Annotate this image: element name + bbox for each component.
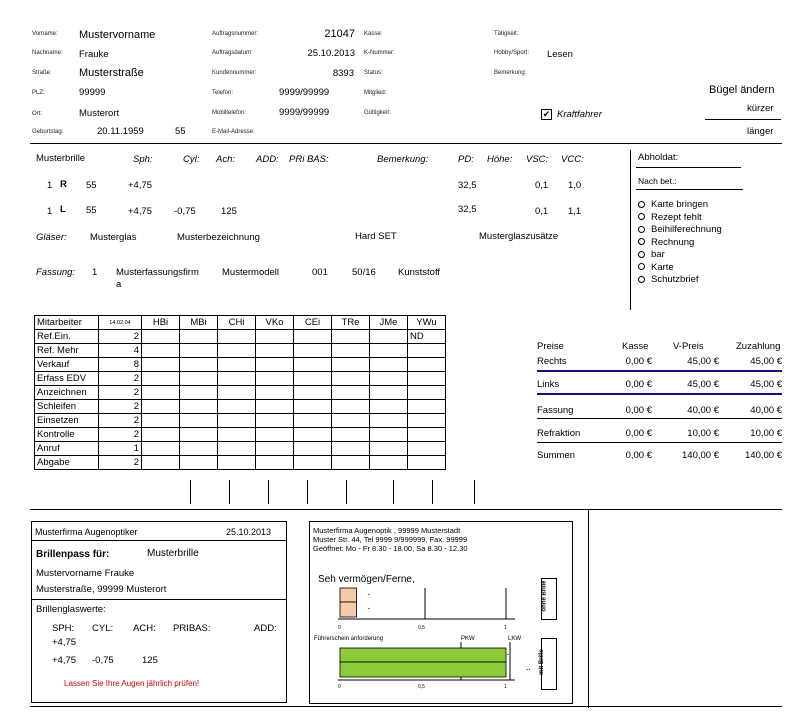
l-vsc[interactable]: 0,1 [535,206,549,217]
price-vpreis[interactable]: 10,00 € [687,428,719,439]
seh-dot-2: · [368,606,371,613]
option-rechnung[interactable]: Rechnung [638,237,722,250]
staff-cell[interactable] [408,400,446,414]
staff-cell[interactable] [180,344,218,358]
bemerkung-label: Bemerkung: [494,70,527,76]
price-kasse[interactable]: 0,00 € [625,405,652,416]
staff-header-row [35,316,446,330]
staff-cell[interactable] [218,428,256,442]
staff-cell[interactable] [142,442,180,456]
kraftfahrer-checkbox[interactable]: ✔ [542,109,551,119]
glaeser-label: Gläser: [36,232,67,243]
fassung-firma-2[interactable]: a [116,279,122,290]
option-karte[interactable]: Karte [638,262,722,275]
glas-value[interactable]: Musterglas [90,232,137,243]
strasse-value[interactable]: Musterstraße [79,67,144,79]
staff-cell[interactable] [370,428,408,442]
staff-row [35,344,446,358]
kuerzer-label[interactable]: kürzer [747,103,774,114]
r-sph[interactable]: +4,75 [128,180,153,191]
hobby-value[interactable]: Lesen [547,49,573,60]
ort-label: Ort: [32,111,42,117]
abholung-divider [630,150,631,310]
plz-value[interactable]: 99999 [79,87,106,98]
staff-cell[interactable] [256,358,294,372]
option-rezept-fehlt[interactable]: Rezept fehlt [638,212,722,225]
laenger-label[interactable]: länger [747,126,774,137]
staff-cell[interactable] [256,414,294,428]
vorname-label: Vorname: [32,31,58,37]
staff-cell[interactable] [180,442,218,456]
fassung-groesse[interactable]: 50/16 [352,267,376,278]
staff-cell[interactable] [294,344,332,358]
pass-ach-header: ACH: [133,623,156,634]
staff-cell[interactable] [294,400,332,414]
staff-col-chi: CHi [218,316,256,330]
vsc-header: VSC: [526,154,549,165]
staff-cell[interactable] [294,414,332,428]
nachname-value[interactable]: Frauke [79,49,109,60]
staff-cell[interactable] [218,344,256,358]
l-sph[interactable]: +4,75 [128,206,153,217]
cyl-header: Cyl: [183,154,200,165]
fuehr-tick-1: 1 [504,684,507,690]
geburtstag-label: Geburtstag: [32,129,64,135]
pass-pribas-header: PRIBAS: [173,623,211,634]
knummer-label: K-Nummer: [364,50,395,56]
staff-row-value[interactable]: 1 [99,442,142,456]
seh-tick-0: 0 [338,625,341,631]
staff-cell[interactable] [408,344,446,358]
staff-row-value[interactable]: 4 [99,344,142,358]
ach-header: Ach: [216,154,236,165]
staff-cell[interactable] [370,386,408,400]
option-schutzbrief[interactable]: Schutzbrief [638,274,722,287]
staff-row-label: Anzeichnen [35,386,99,400]
staff-cell[interactable] [332,428,370,442]
vcc-header: VCC: [561,154,584,165]
price-label-summen: Summen [537,450,576,461]
seh-title: Seh vermögen/Ferne, [318,574,415,585]
pass-l-sph: +4,75 [52,655,77,666]
staff-cell[interactable] [332,344,370,358]
glasbez-value[interactable]: Musterbezeichnung [177,232,260,243]
staff-row-value[interactable]: 2 [99,414,142,428]
l-pd[interactable]: 32,5 [458,204,477,215]
r-vcc[interactable]: 1,0 [568,180,582,191]
staff-cell[interactable] [294,442,332,456]
price-zuzahlung[interactable]: 45,00 € [750,356,782,367]
staff-cell[interactable] [256,428,294,442]
radio-icon[interactable] [638,276,645,283]
fuehr-tick-0: 0 [338,684,341,690]
staff-col-ywu: YWu [408,316,446,330]
price-zuzahlung[interactable]: 45,00 € [750,379,782,390]
ohne-brille-label: ohne Brille [541,580,548,612]
l-cyl[interactable]: -0,75 [174,206,196,217]
geburtstag-value[interactable]: 20.11.1959 [97,126,144,137]
l-val[interactable]: 55 [86,205,97,216]
staff-row-value[interactable]: 2 [99,428,142,442]
lkw-label: LKW [508,636,522,642]
staff-cell[interactable] [408,358,446,372]
staff-cell[interactable] [370,414,408,428]
zusatz-value[interactable]: Musterglaszusätze [479,231,559,242]
option-bar[interactable]: bar [638,249,722,262]
staff-row-value[interactable]: 2 [99,456,142,470]
staff-cell[interactable] [218,358,256,372]
mit-brille-bar-2 [340,662,506,677]
fuehr-title: Führerschein anforderung [314,636,384,642]
staff-cell[interactable] [218,414,256,428]
pass-sph-header: SPH: [52,623,75,634]
auftragsdatum-value[interactable]: 25.10.2013 [307,48,355,59]
seh-tick-1: 1 [504,625,507,631]
kraftfahrer-label: Kraftfahrer [557,109,602,120]
staff-cell[interactable] [218,400,256,414]
price-label-links: Links [537,379,560,390]
staff-cell[interactable] [180,330,218,344]
r-vsc[interactable]: 0,1 [535,180,549,191]
r-side: R [60,179,67,190]
kasse-header: Kasse [622,341,649,352]
staff-cell[interactable] [294,358,332,372]
staff-cell[interactable] [294,428,332,442]
staff-cell[interactable] [142,456,180,470]
kundennummer-label: Kundennummer: [212,70,257,76]
price-zuzahlung[interactable]: 10,00 € [750,428,782,439]
sph-header: Sph: [133,154,153,165]
top-divider [30,143,782,144]
staff-cell[interactable] [370,344,408,358]
radio-icon[interactable] [638,251,645,258]
staff-col-mbi: MBi [180,316,218,330]
vorname-value[interactable]: Mustervorname [79,29,156,41]
staff-cell[interactable] [332,372,370,386]
auftragsnummer-label: Auftragsnummer: [212,31,259,37]
staff-cell[interactable] [180,428,218,442]
mobil-value[interactable]: 9999/99999 [279,107,330,118]
ohne-brille-tag [541,578,557,620]
staff-cell[interactable] [256,456,294,470]
price-vpreis[interactable]: 45,00 € [687,379,719,390]
visus-chart [330,580,530,690]
price-zuzahlung[interactable]: 40,00 € [750,405,782,416]
staff-cell[interactable] [294,456,332,470]
staff-cell[interactable] [332,414,370,428]
staff-nd-cell[interactable]: ND [408,330,446,344]
staff-row-value[interactable]: 8 [99,358,142,372]
staff-cell[interactable] [180,400,218,414]
staff-cell[interactable] [294,386,332,400]
staff-cell[interactable] [256,386,294,400]
card-line-2: Muster Str. 44, Tel 9999 9/999999, Fax. 99999 [313,535,468,544]
staff-cell[interactable] [218,372,256,386]
seh-dot-1: · [368,592,371,599]
hard-value[interactable]: Hard SET [355,231,397,242]
card-line-3: Geöffnet: Mo - Fr 8.30 - 18.00, Sa 8.30 - 12.30 [313,544,468,553]
staff-col-vko: VKo [256,316,294,330]
staff-cell[interactable] [142,400,180,414]
hobby-label: Hobby/Sport: [494,50,530,56]
staff-cell[interactable] [332,386,370,400]
price-label-fassung: Fassung [537,405,574,416]
staff-cell[interactable] [256,344,294,358]
staff-row-label: Ref. Mehr [35,344,99,358]
bemerkung-header: Bemerkung: [377,154,429,165]
staff-cell[interactable] [180,414,218,428]
fassung-nr: 1 [92,267,98,278]
staff-row-label: Abgabe [35,456,99,470]
pass-add-header: ADD: [254,623,277,634]
pass-cyl-header: CYL: [92,623,114,634]
gueltigkeit-label: Gültigkeit: [364,110,391,116]
staff-row [35,372,446,386]
price-kasse: 0,00 € [625,450,652,461]
staff-cell[interactable] [332,442,370,456]
auftragsnummer-value[interactable]: 21047 [324,28,355,40]
fuehr-tick-half: 0,5 [418,684,425,690]
staff-cell[interactable] [332,330,370,344]
staff-row-label: Einsetzen [35,414,99,428]
staff-table [34,315,446,470]
staff-cell[interactable] [142,358,180,372]
radio-icon[interactable] [638,238,645,245]
bottom-vertical-divider [588,510,589,708]
abholdat-label: Abholdat: [638,152,679,163]
alter-value: 55 [175,126,186,137]
fassung-firma-1[interactable]: Musterfassungsfirm [116,267,199,278]
pass-l-cyl: -0,75 [92,655,114,666]
staff-cell[interactable] [370,358,408,372]
staff-cell[interactable] [142,372,180,386]
buegel-label: Bügel ändern [709,84,775,96]
staff-cell[interactable] [180,372,218,386]
staff-header-label: Mitarbeiter [35,316,99,330]
seh-tick-half: 0,5 [418,625,425,631]
pass-warning: Lassen Sie Ihre Augen jährlich prüfen! [64,679,200,688]
l-ach[interactable]: 125 [221,206,237,217]
mitglied-label: Mitglied: [364,90,387,96]
radio-icon[interactable] [638,201,645,208]
staff-cell[interactable] [294,372,332,386]
price-zuzahlung: 140,00 € [745,450,782,461]
staff-row [35,386,446,400]
staff-cell[interactable] [218,456,256,470]
brille-name: Musterbrille [36,153,86,164]
staff-cell[interactable] [218,386,256,400]
price-label-refraktion: Refraktion [537,428,581,439]
staff-col-cei: CEi [294,316,332,330]
option-karte-bringen[interactable]: Karte bringen [638,199,722,212]
nachname-label: Nachname: [32,50,63,56]
staff-header-date: 14.02.04 [99,316,142,330]
option-beihilferechnung[interactable]: Beihilferechnung [638,224,722,237]
price-vpreis[interactable]: 45,00 € [687,356,719,367]
staff-row [35,414,446,428]
staff-cell[interactable] [408,428,446,442]
fassung-material[interactable]: Kunststoff [398,267,441,278]
pass-datum: 25.10.2013 [226,527,272,537]
vpreis-header: V-Preis [673,341,704,352]
staff-cell[interactable] [408,414,446,428]
pass-title: Brillenpass für: [36,549,110,560]
card-line-1: Musterfirma Augenoptik , 99999 Musterstadt [313,526,461,535]
staff-row-label: Ref.Ein. [35,330,99,344]
telefon-label: Telefon: [212,90,234,96]
pass-brille: Musterbrille [147,548,199,559]
strasse-label: Straße: [32,70,52,76]
pass-l-ach: 125 [142,655,158,666]
mit-dot-2: ·· [526,667,531,674]
kasse-label: Kasse: [364,31,383,37]
r-pd[interactable]: 32,5 [458,180,477,191]
preise-header: Preise [537,341,564,352]
status-label: Status: [364,70,383,76]
pass-r-sph: +4,75 [52,637,77,648]
radio-icon[interactable] [638,226,645,233]
staff-cell[interactable] [408,372,446,386]
mobil-label: Mobiltelefon: [212,110,247,116]
price-vpreis[interactable]: 40,00 € [687,405,719,416]
ohne-brille-bar-1 [340,588,357,602]
staff-cell[interactable] [294,330,332,344]
staff-cell[interactable] [256,442,294,456]
r-val[interactable]: 55 [86,180,97,191]
staff-row-label: Erfass EDV [35,372,99,386]
staff-cell[interactable] [370,456,408,470]
ort-value[interactable]: Musterort [79,108,120,119]
telefon-value[interactable]: 9999/99999 [279,87,330,98]
staff-cell[interactable] [142,414,180,428]
staff-cell[interactable] [218,442,256,456]
r-nr: 1 [47,180,53,191]
l-nr: 1 [47,206,53,217]
staff-cell[interactable] [142,344,180,358]
price-vpreis: 140,00 € [682,450,719,461]
staff-row [35,456,446,470]
staff-row [35,442,446,456]
pribas-header: PRi BAS: [289,154,329,165]
staff-cell[interactable] [256,372,294,386]
staff-cell[interactable] [256,400,294,414]
price-kasse[interactable]: 0,00 € [625,428,652,439]
staff-row-value[interactable]: 2 [99,400,142,414]
staff-row [35,428,446,442]
bottom-divider [30,509,782,510]
taetigkeit-label: Tätigkeit: [494,31,519,37]
hoehe-header: Höhe: [487,154,513,165]
zuzahlung-header: Zuzahlung [736,341,781,352]
staff-cell[interactable] [142,386,180,400]
ohne-brille-bar-2 [340,602,357,617]
staff-row-label: Anruf [35,442,99,456]
pkw-label: PKW [461,636,475,642]
staff-cell[interactable] [370,400,408,414]
price-kasse[interactable]: 0,00 € [625,356,652,367]
staff-cell[interactable] [142,330,180,344]
radio-icon[interactable] [638,263,645,270]
staff-row-label: Schleifen [35,400,99,414]
fassung-modell[interactable]: Mustermodell [222,267,280,278]
l-vcc[interactable]: 1,1 [568,206,582,217]
price-label-rechts: Rechts [537,356,567,367]
staff-cell[interactable] [332,358,370,372]
staff-row-value[interactable]: 2 [99,386,142,400]
staff-col-hbi: HBi [142,316,180,330]
staff-row [35,400,446,414]
pass-firma: Musterfirma Augenoptiker [35,527,138,537]
staff-cell[interactable] [142,428,180,442]
pass-adresse: Musterstraße, 99999 Musterort [36,584,167,595]
pd-header: PD: [458,154,474,165]
staff-row-value[interactable]: 2 [99,372,142,386]
price-kasse[interactable]: 0,00 € [625,379,652,390]
staff-cell[interactable] [408,442,446,456]
mit-brille-tag [538,638,557,690]
staff-row [35,330,446,344]
pass-werte-label: Brillenglaswerte: [36,604,106,615]
staff-cell[interactable] [180,358,218,372]
staff-cell[interactable] [180,386,218,400]
staff-cell[interactable] [370,372,408,386]
staff-cell[interactable] [370,442,408,456]
staff-cell[interactable] [370,330,408,344]
nachbet-label: Nach bet.: [638,176,677,186]
staff-cell[interactable] [332,456,370,470]
staff-cell[interactable] [332,400,370,414]
plz-label: PLZ: [32,90,45,96]
fassung-label: Fassung: [36,267,76,278]
staff-cell[interactable] [218,330,256,344]
l-side: L [60,204,66,215]
pass-name: Mustervorname Frauke [36,568,135,579]
staff-row [35,358,446,372]
staff-row-value[interactable]: 2 [99,330,142,344]
staff-col-tre: TRe [332,316,370,330]
staff-cell[interactable] [408,456,446,470]
email-label: E-Mail-Adresse: [212,129,255,135]
mit-brille-bar-1 [340,648,506,662]
staff-col-jme: JMe [370,316,408,330]
mit-dot-1: · [507,652,510,659]
staff-row-label: Verkauf [35,358,99,372]
add-header: ADD: [256,154,279,165]
fassung-modell-nr[interactable]: 001 [312,267,328,278]
staff-cell[interactable] [180,456,218,470]
auftragsdatum-label: Auftragsdatum: [212,50,253,56]
kundennummer-value[interactable]: 8393 [332,68,354,79]
staff-cell[interactable] [256,330,294,344]
staff-cell[interactable] [408,386,446,400]
mit-brille-label: mit Brille [538,649,545,675]
abholung-options [638,199,722,287]
radio-icon[interactable] [638,213,645,220]
staff-row-label: Kontrolle [35,428,99,442]
